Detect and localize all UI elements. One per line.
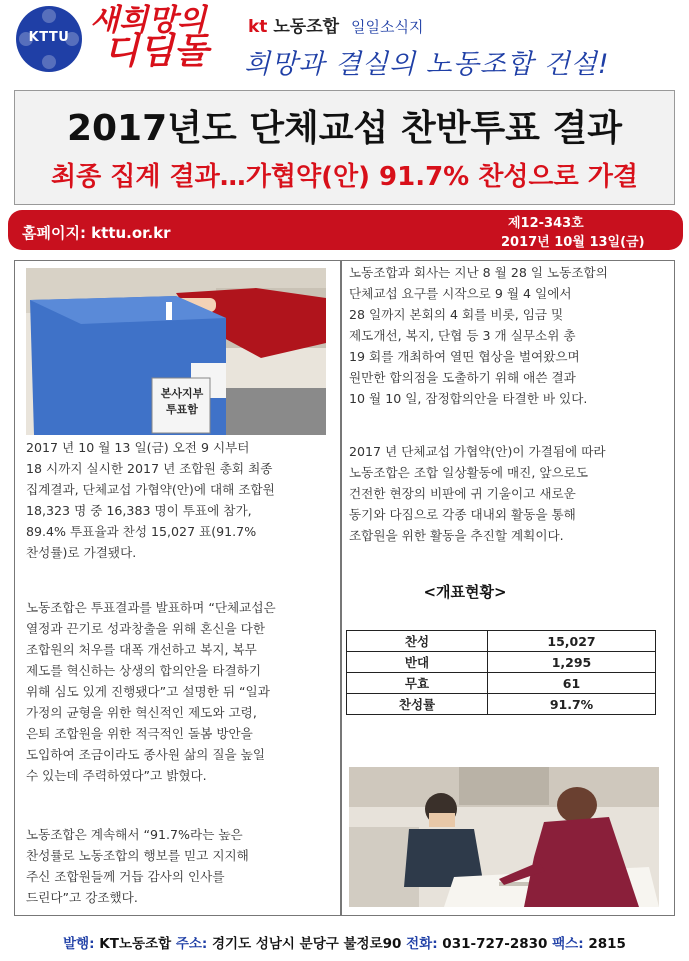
table-row	[347, 673, 656, 694]
sub-slogan: 희망과 결실의 노동조합 건설!	[244, 49, 610, 80]
article-paragraph-1: 2017 년 10 월 13 일(금) 오전 9 시부터 18 시까지 실시한 2017 년 조합원 총회 최종 집계결과, 단체교섭 가협약(안)에 대해 조합원 18,323 명 중 16,383 명이 투표에 참가, 89.4% 투표율과 찬성 15,027 표(91.7% 찬성률)로 가결됐다.	[26, 440, 275, 560]
vote-counting-photo	[349, 767, 659, 907]
table-row	[347, 652, 656, 673]
kttu-logo	[16, 6, 82, 72]
tally-label: 반대	[347, 652, 488, 673]
tally-value: 61	[488, 673, 656, 694]
publisher-key: 발행:	[63, 936, 95, 952]
article-paragraph-3: 노동조합은 계속해서 “91.7%라는 높은 찬성률로 노동조합의 행보를 믿고 지지해 주신 조합원들께 거듭 감사의 인사를 드린다”고 강조했다.	[26, 827, 249, 905]
issue-date: 2017년 10월 13일(금)	[501, 235, 645, 250]
headline: 2017년도 단체교섭 찬반투표 결과	[66, 108, 623, 149]
brand-sub: 일일소식지	[350, 18, 424, 36]
tally-label: 무효	[347, 673, 488, 694]
ballot-sign-line-2: 투표함	[166, 403, 198, 416]
tally-title: <개표현황>	[423, 583, 507, 601]
phone-key: 전화:	[406, 936, 438, 952]
tally-label: 찬성률	[347, 694, 488, 715]
slogan-script	[90, 3, 240, 72]
slogan-line-1: 새희망의	[90, 3, 206, 38]
brand-kt: kt	[248, 17, 268, 37]
brand-name: 노동조합	[273, 17, 340, 37]
tally-label: 찬성	[347, 631, 488, 652]
subheadline: 최종 집계 결과…가협약(안) 91.7% 찬성으로 가결	[50, 162, 639, 192]
slogan-line-2: 디딤돌	[104, 30, 209, 72]
fax: 2815	[588, 936, 626, 952]
ballot-box-photo	[26, 268, 326, 435]
vote-counting-illustration	[349, 767, 659, 907]
table-row	[347, 631, 656, 652]
tally-table	[346, 630, 656, 715]
ballot-sign-line-1: 본사지부	[160, 387, 204, 400]
homepage-link[interactable]: 홈페이지: kttu.or.kr	[22, 224, 171, 242]
footer	[0, 932, 689, 952]
tally-value: 15,027	[488, 631, 656, 652]
phone[interactable]: 031-727-2830	[442, 936, 548, 952]
brand	[248, 12, 423, 37]
ballot-sign	[158, 386, 206, 418]
article-paragraph-4: 노동조합과 회사는 지난 8 월 28 일 노동조합의 단체교섭 요구를 시작으로 9 월 4 일에서 28 일까지 본회의 4 회를 비롯, 임금 및 제도개선, 복지, 단협 등 3 개 실무소위 총 19 회를 개최하여 열띤 협상을 벌여왔으며 원만한 합의점을 도출하기 위해 애쓴 결과 10 월 10 일, 잠정합의안을 타결한 바 있다.	[349, 265, 608, 406]
logo-text: KTTU	[28, 30, 70, 45]
publisher: KT노동조합	[99, 936, 172, 952]
article-paragraph-5: 2017 년 단체교섭 가협약(안)이 가결됨에 따라 노동조합은 조합 일상활동에 매진, 앞으로도 건전한 현장의 비판에 귀 기울이고 새로운 동기와 다짐으로 각종 대내외 활동을 통해 조합원을 위한 활동을 추진할 계획이다.	[349, 444, 606, 543]
article-paragraph-2: 노동조합은 투표결과를 발표하며 “단체교섭은 열정과 끈기로 성과창출을 위해 혼신을 다한 조합원의 처우를 대폭 개선하고 복지, 복무 제도를 혁신하는 상생의 합의안을 타결하기 위해 심도 있게 진행됐다”고 설명한 뒤 “일과 가정의 균형을 위한 혁신적인 제도와 고령, 은퇴 조합원을 위한 적극적인 돌봄 방안을 도입하여 조금이라도 종사원 삶의 질을 높일 수 있는데 주력하였다”고 밝혔다.	[26, 600, 276, 783]
tally-value: 91.7%	[488, 694, 656, 715]
issue-number: 제12-343호	[508, 216, 584, 231]
fax-key: 팩스:	[552, 936, 584, 952]
tally-value: 1,295	[488, 652, 656, 673]
address-key: 주소:	[175, 936, 208, 952]
table-row	[347, 694, 656, 715]
address: 경기도 성남시 분당구 불정로90	[212, 936, 402, 952]
